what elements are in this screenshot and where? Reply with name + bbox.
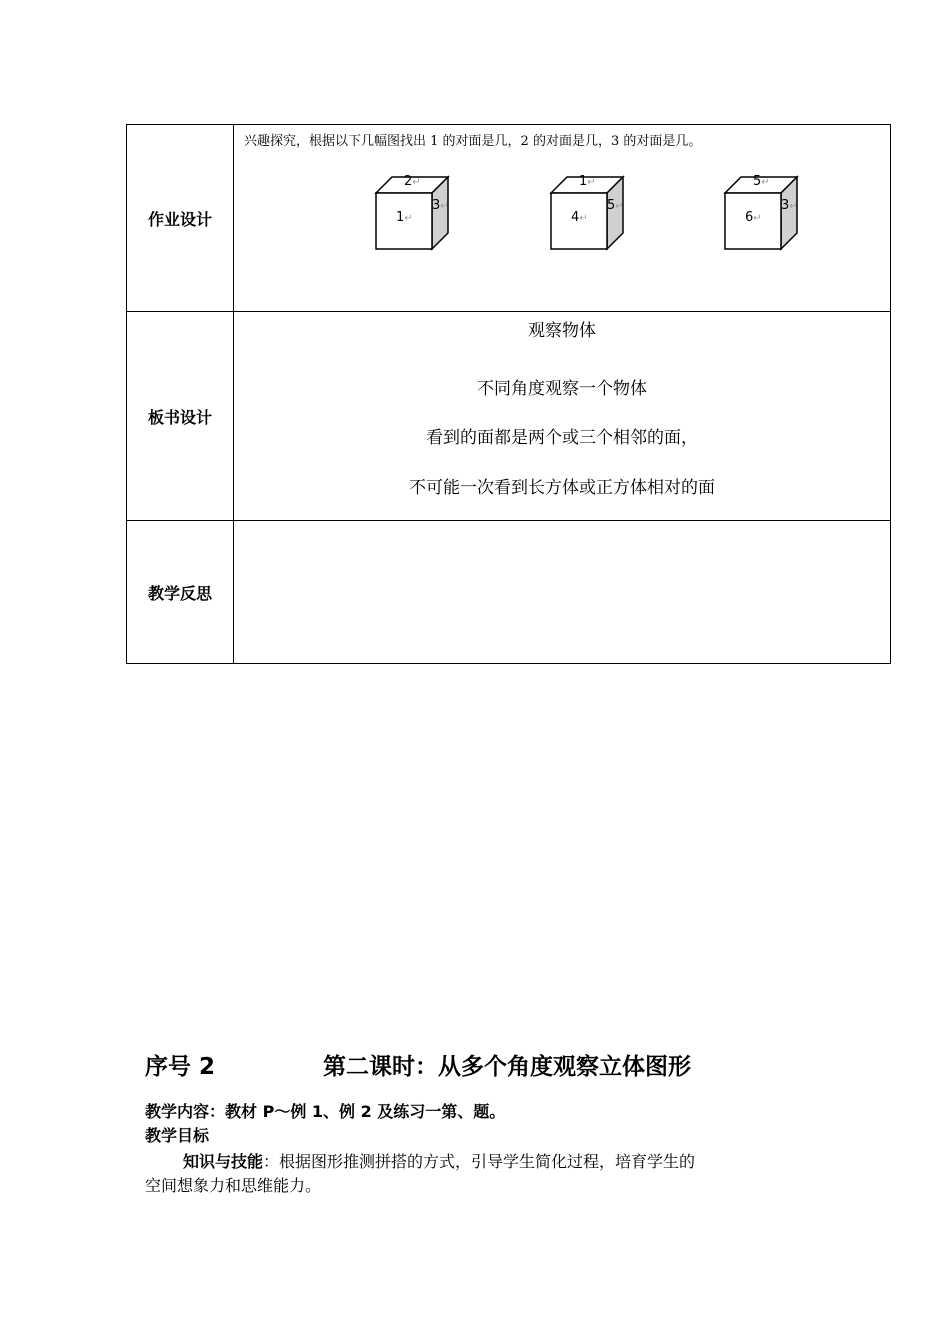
teaching-content-label: 教学内容： (145, 1102, 226, 1121)
board-line-3: 不可能一次看到长方体或正方体相对的面 (409, 478, 715, 498)
teaching-content (145, 1099, 505, 1122)
cube-3-front-number: 6↵ (745, 210, 762, 225)
homework-label: 作业设计 (127, 125, 234, 312)
board-line-1: 不同角度观察一个物体 (477, 379, 647, 399)
reflection-label: 教学反思 (127, 521, 234, 664)
board-title: 观察物体 (528, 321, 596, 341)
cube-1-top-number: 2↵ (404, 174, 421, 189)
cube-figure-2 (549, 173, 627, 253)
cube-3-right-number: 3↵ (781, 198, 798, 213)
cube-2-front-number: 4↵ (571, 210, 588, 225)
cube-figure-3 (723, 173, 801, 253)
skill-label: 知识与技能 (183, 1152, 264, 1171)
cube-figure-1 (374, 173, 452, 253)
cube-3-top-number: 5↵ (753, 174, 770, 189)
lesson-heading (145, 1048, 691, 1081)
reflection-row (127, 521, 891, 664)
lesson-plan-table (126, 124, 891, 664)
homework-text: 兴趣探究，根据以下几幅图找出 1 的对面是几，2 的对面是几，3 的对面是几。 (244, 134, 702, 149)
cube-1-front-number: 1↵ (396, 210, 413, 225)
lesson-title: 第二课时：从多个角度观察立体图形 (323, 1054, 691, 1080)
teaching-content-text: 教材 P～例 1、例 2 及练习一第、题。 (225, 1102, 506, 1121)
board-label: 板书设计 (127, 312, 234, 521)
cube-2-right-number: 5↵ (607, 198, 624, 213)
skill-text-1: ：根据图形推测拼搭的方式，引导学生简化过程，培育学生的 (263, 1152, 696, 1171)
lesson-seq: 序号 2 (145, 1054, 216, 1080)
board-content (234, 312, 891, 521)
skill-paragraph-line-2: 空间想象力和思维能力。 (145, 1176, 322, 1195)
board-line-2: 看到的面都是两个或三个相邻的面， (426, 428, 698, 448)
homework-row (127, 125, 891, 312)
reflection-content (234, 521, 891, 664)
cube-2-top-number: 1↵ (579, 174, 596, 189)
cube-1-right-number: 3↵ (432, 198, 449, 213)
homework-content (234, 125, 891, 312)
board-row (127, 312, 891, 521)
skill-paragraph-line-1 (183, 1149, 695, 1172)
teaching-goal-label: 教学目标 (145, 1126, 210, 1145)
cube-figures (234, 165, 890, 255)
